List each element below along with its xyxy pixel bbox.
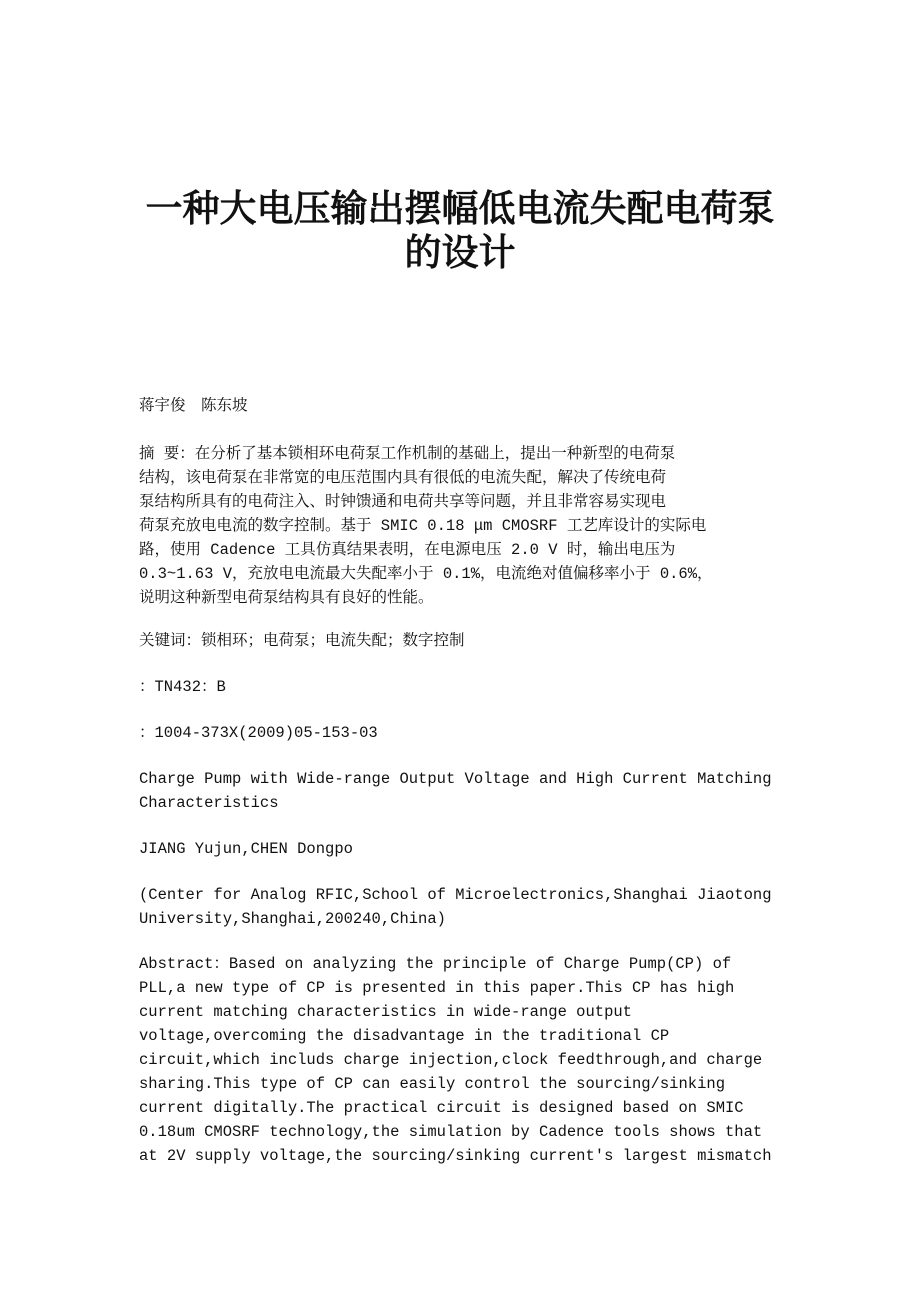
title-en-line: Charge Pump with Wide-range Output Voltage and High Current Matching bbox=[139, 770, 772, 788]
abstract-cn-line: 0.3~1.63 V，充放电电流最大失配率小于 0.1%，电流绝对值偏移率小于 0.6%， bbox=[139, 565, 713, 583]
abstract-cn-line: 路，使用 Cadence 工具仿真结果表明，在电源电压 2.0 V 时，输出电压为 bbox=[139, 541, 676, 559]
classification-code: ：TN432：B bbox=[139, 678, 226, 696]
title-en-line: Characteristics bbox=[139, 794, 279, 812]
authors: 蒋宇俊 陈东坡 bbox=[139, 397, 248, 415]
affiliation-line: (Center for Analog RFIC,School of Microelectronics,Shanghai Jiaotong bbox=[139, 886, 772, 904]
abstract-cn-line: 说明这种新型电荷泵结构具有良好的性能。 bbox=[139, 589, 434, 607]
page-title-line-2: 的设计 bbox=[404, 230, 516, 274]
abstract-cn-line: 摘 要：在分析了基本锁相环电荷泵工作机制的基础上，提出一种新型的电荷泵 bbox=[139, 445, 676, 463]
abstract-en-line: Abstract：Based on analyzing the principle of Charge Pump(CP) of bbox=[139, 955, 732, 973]
abstract-en-line: circuit,which includs charge injection,clock feedthrough,and charge bbox=[139, 1051, 763, 1069]
abstract-en-line: voltage,overcoming the disadvantage in the traditional CP bbox=[139, 1027, 670, 1045]
keywords: 关键词：锁相环；电荷泵；电流失配；数字控制 bbox=[139, 632, 465, 650]
abstract-en-line: current digitally.The practical circuit is designed based on SMIC bbox=[139, 1099, 744, 1117]
abstract-cn-line: 泵结构所具有的电荷注入、时钟馈通和电荷共享等问题，并且非常容易实现电 bbox=[139, 493, 667, 511]
authors-en: JIANG Yujun,CHEN Dongpo bbox=[139, 840, 353, 858]
abstract-en-line: current matching characteristics in wide-range output bbox=[139, 1003, 632, 1021]
abstract-en-line: sharing.This type of CP can easily control the sourcing/sinking bbox=[139, 1075, 725, 1093]
abstract-en-line: PLL,a new type of CP is presented in this paper.This CP has high bbox=[139, 979, 735, 997]
affiliation-line: University,Shanghai,200240,China) bbox=[139, 910, 446, 928]
abstract-cn-line: 结构，该电荷泵在非常宽的电压范围内具有很低的电流失配，解决了传统电荷 bbox=[139, 469, 667, 487]
abstract-cn-line: 荷泵充放电电流的数字控制。基于 SMIC 0.18 μm CMOSRF 工艺库设计的实际电 bbox=[139, 517, 707, 535]
article-id: ：1004-373X(2009)05-153-03 bbox=[139, 724, 378, 742]
abstract-en-line: 0.18um CMOSRF technology,the simulation by Cadence tools shows that bbox=[139, 1123, 763, 1141]
page-title-line-1: 一种大电压输出摆幅低电流失配电荷泵 bbox=[145, 186, 775, 230]
abstract-en-line: at 2V supply voltage,the sourcing/sinking current′s largest mismatch bbox=[139, 1147, 772, 1165]
